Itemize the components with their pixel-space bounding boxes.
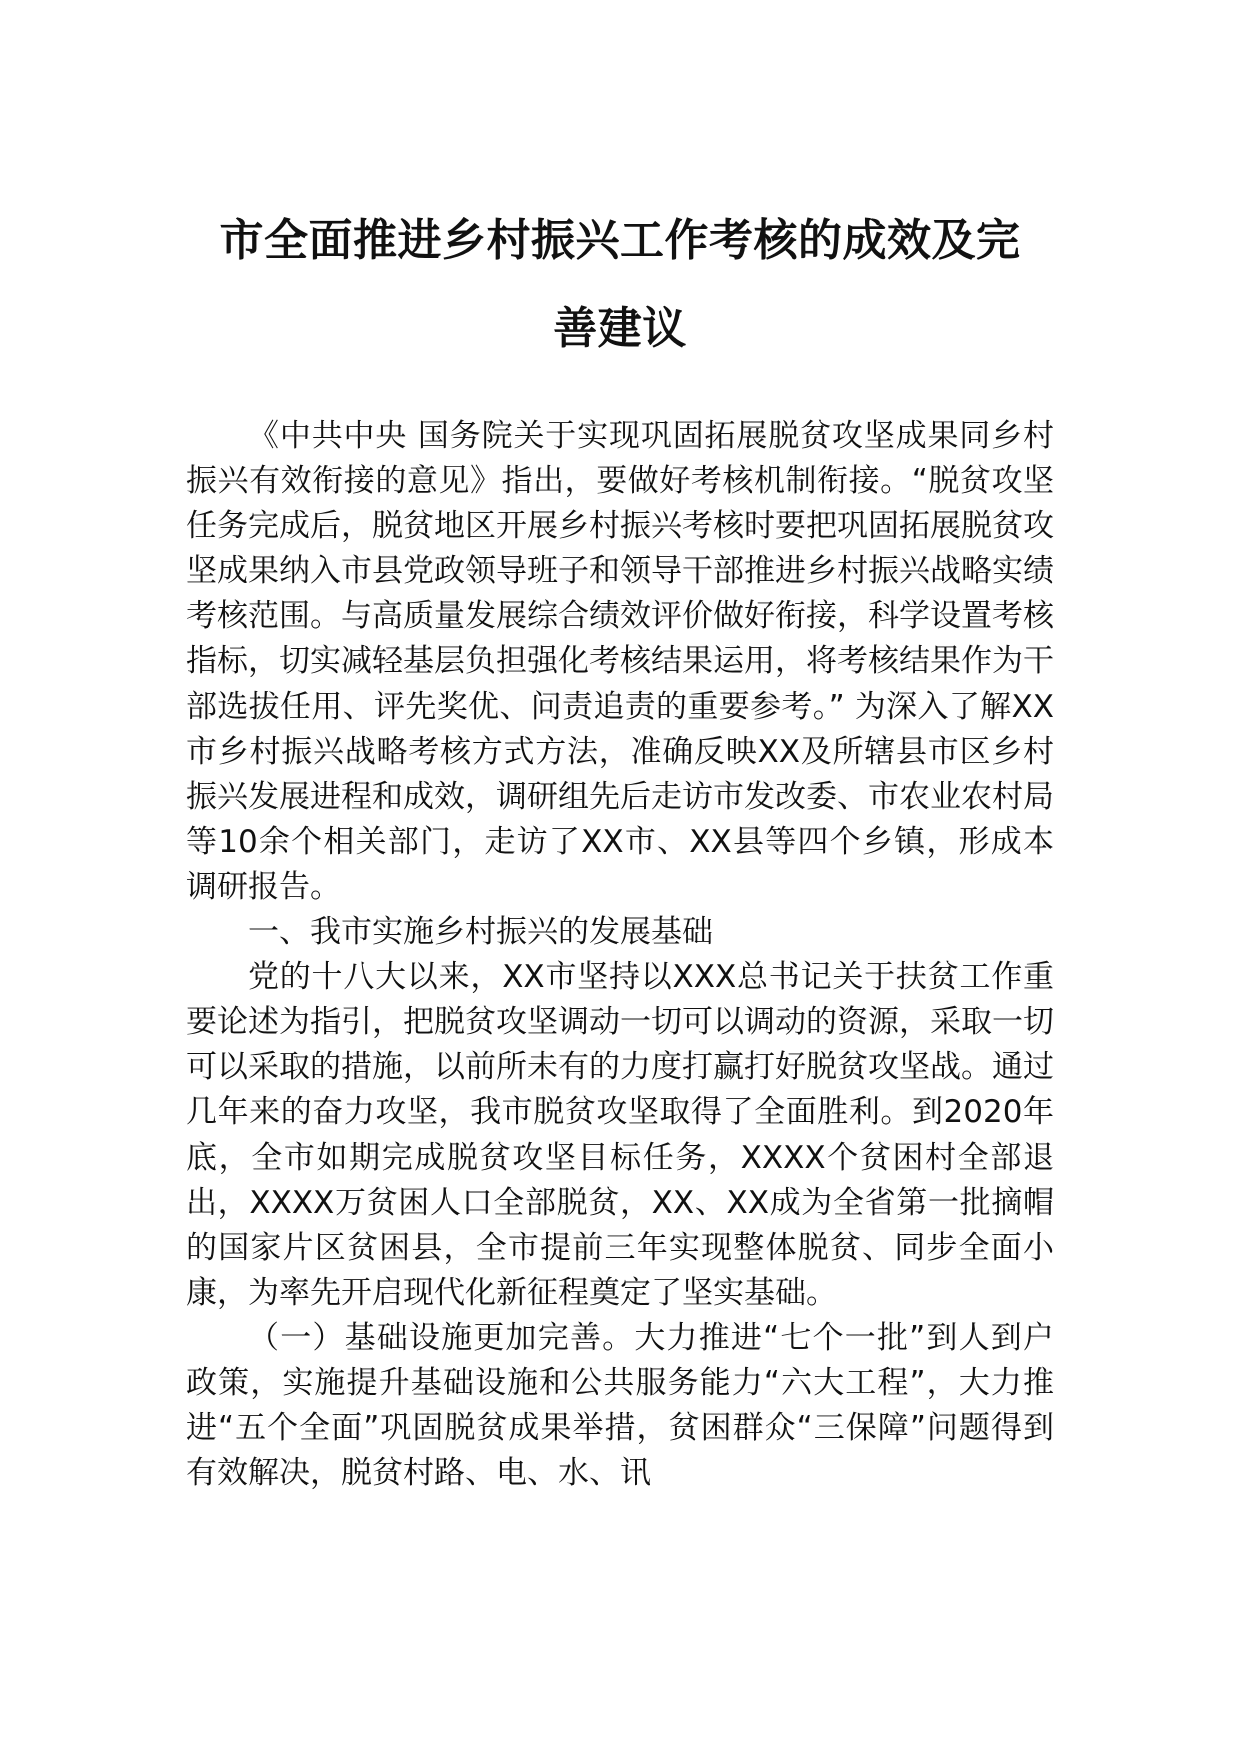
- document-title-line-1: 市全面推进乡村振兴工作考核的成效及完: [219, 215, 1021, 266]
- document-body: [186, 414, 1054, 1496]
- section-heading: 一、我市实施乡村振兴的发展基础: [248, 914, 713, 951]
- infrastructure-paragraph: （一）基础设施更加完善。大力推进“七个一批”到人到户政策，实施提升基础设施和公共服务能力“六大工程”，大力推进“五个全面”巩固脱贫成果举措，贫困群众“三保障”问题得到有效解决，脱贫村路、电、水、讯: [186, 1319, 1054, 1492]
- foundation-paragraph: 党的十八大以来，XX市坚持以XXX总书记关于扶贫工作重要论述为指引，把脱贫攻坚调动一切可以调动的资源，采取一切可以采取的措施，以前所未有的力度打赢打好脱贫攻坚战。通过几年来的奋力攻坚，我市脱贫攻坚取得了全面胜利。到2020年底，全市如期完成脱贫攻坚目标任务，XXXX个贫困村全部退出，XXXX万贫困人口全部脱贫，XX、XX成为全省第一批摘帽的国家片区贫困县，全市提前三年实现整体脱贫、同步全面小康，为率先开启现代化新征程奠定了坚实基础。: [186, 959, 1054, 1311]
- intro-paragraph: 《中共中央 国务院关于实现巩固拓展脱贫攻坚成果同乡村振兴有效衔接的意见》指出，要做好考核机制衔接。“脱贫攻坚任务完成后，脱贫地区开展乡村振兴考核时要把巩固拓展脱贫攻坚成果纳入市县党政领导班子和领导干部推进乡村振兴战略实绩考核范围。与高质量发展综合绩效评价做好衔接，科学设置考核指标，切实减轻基层负担强化考核结果运用，将考核结果作为干部选拔任用、评先奖优、问责追责的重要参考。” 为深入了解XX市乡村振兴战略考核方式方法，准确反映XX及所辖县市区乡村振兴发展进程和成效，调研组先后走访市发改委、市农业农村局等10余个相关部门，走访了XX市、XX县等四个乡镇，形成本调研报告。: [186, 418, 1054, 905]
- document-title-line-2: 善建议: [553, 303, 687, 354]
